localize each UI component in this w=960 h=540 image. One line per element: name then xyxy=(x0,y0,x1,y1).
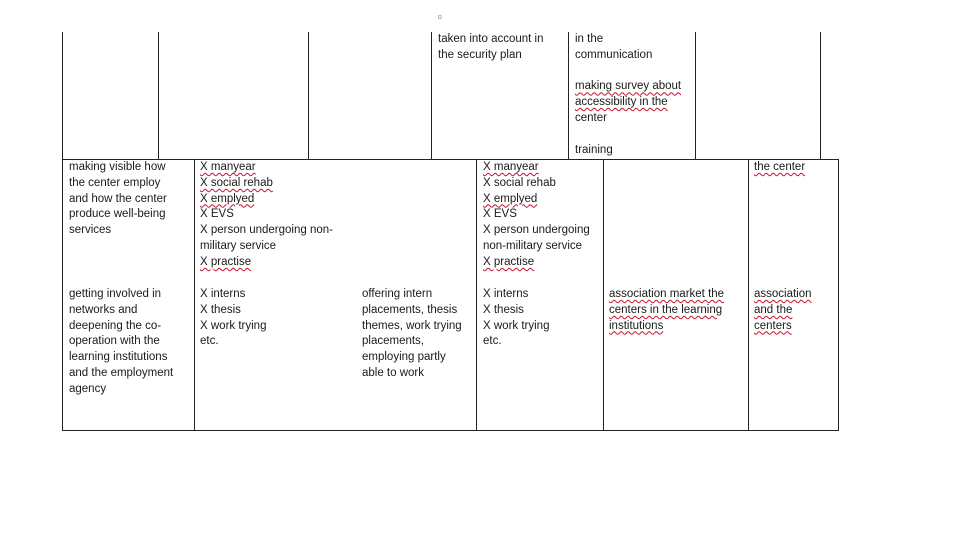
cell-line: and how the center xyxy=(69,192,167,205)
cell-line xyxy=(575,127,681,143)
cell-line: and the employment xyxy=(69,366,174,379)
cell-line: employing partly xyxy=(362,351,446,364)
cell-line: X work trying xyxy=(200,319,267,332)
cell-line: the center employ xyxy=(69,176,161,189)
main-table-col-divider-1 xyxy=(194,159,195,431)
cell-line: communication xyxy=(575,48,653,61)
cell-line: taken into account in xyxy=(438,33,544,45)
cell-line: centers xyxy=(754,319,792,332)
cell-line: institutions xyxy=(609,319,664,332)
cell-line: X emplyed xyxy=(200,192,255,205)
cell-line: etc. xyxy=(200,335,219,348)
main-table-border-right xyxy=(838,159,839,431)
row1-targets-right-cell xyxy=(483,160,590,271)
cell-line: X social rehab xyxy=(200,176,273,189)
cell-line: X EVS xyxy=(200,208,234,221)
cell-line: learning institutions xyxy=(69,351,168,364)
cell-line: making visible how xyxy=(69,161,166,173)
top-table-col-divider-5 xyxy=(695,32,696,160)
cell-line: X work trying xyxy=(483,319,550,332)
cell-line: X EVS xyxy=(483,208,517,221)
row1-targets-left-cell xyxy=(200,160,333,271)
cell-line: placements, xyxy=(362,335,425,348)
communication-cell xyxy=(575,32,681,158)
row1-label-cell xyxy=(69,160,167,239)
cell-line: offering intern xyxy=(362,288,433,300)
main-table-top-border xyxy=(62,159,839,160)
cell-line: training xyxy=(575,143,613,156)
cell-line: X person undergoing non- xyxy=(200,224,333,237)
cell-line: able to work xyxy=(362,366,425,379)
anchor-marker: ɒ xyxy=(438,14,442,21)
cell-line: centers in the learning xyxy=(609,303,723,316)
main-table-border-left xyxy=(62,159,63,431)
cell-line: the center xyxy=(754,161,806,173)
top-table-col-divider-2 xyxy=(308,32,309,160)
cell-line: operation with the xyxy=(69,335,160,348)
cell-line: X manyear xyxy=(200,161,256,173)
cell-line: making survey about xyxy=(575,80,682,93)
cell-line: and the xyxy=(754,303,793,316)
security-plan-cell xyxy=(438,32,544,64)
cell-line: X person undergoing xyxy=(483,224,590,237)
cell-line: produce well-being xyxy=(69,208,166,221)
top-table-border-right xyxy=(820,32,821,160)
cell-line: center xyxy=(575,111,607,124)
cell-line: in the xyxy=(575,33,604,45)
cell-line: association xyxy=(754,288,812,300)
cell-line: X thesis xyxy=(483,303,524,316)
row2-targets-left-cell xyxy=(200,287,266,350)
main-table-col-divider-4 xyxy=(748,159,749,431)
top-table-border-left xyxy=(62,32,63,160)
cell-line: services xyxy=(69,224,112,237)
row1-center-cell xyxy=(754,160,805,176)
cell-line: X interns xyxy=(200,288,246,300)
cell-line: agency xyxy=(69,382,107,395)
cell-line: association market the xyxy=(609,288,725,300)
main-table-bottom-border xyxy=(62,430,839,431)
cell-line: the security plan xyxy=(438,48,522,61)
cell-line: networks and xyxy=(69,303,138,316)
top-table-col-divider-4 xyxy=(568,32,569,160)
row2-offering-cell xyxy=(362,287,462,382)
cell-line xyxy=(575,64,681,80)
cell-line: X social rehab xyxy=(483,176,556,189)
main-table-col-divider-3 xyxy=(603,159,604,431)
row2-targets-right-cell xyxy=(483,287,549,350)
row2-association-centers-cell xyxy=(754,287,812,334)
cell-line: X practise xyxy=(483,255,535,268)
row2-association-market-cell xyxy=(609,287,724,334)
cell-line: X thesis xyxy=(200,303,241,316)
main-table-col-divider-2 xyxy=(476,159,477,431)
cell-line: X interns xyxy=(483,288,529,300)
cell-line: deepening the co- xyxy=(69,319,162,332)
row2-label-cell xyxy=(69,287,173,398)
cell-line: themes, work trying xyxy=(362,319,462,332)
cell-line: X practise xyxy=(200,255,252,268)
cell-line: getting involved in xyxy=(69,288,162,300)
top-table-col-divider-3 xyxy=(431,32,432,160)
cell-line: etc. xyxy=(483,335,502,348)
top-table-col-divider-1 xyxy=(158,32,159,160)
cell-line: non-military service xyxy=(483,239,583,252)
cell-line: military service xyxy=(200,239,277,252)
cell-line: placements, thesis xyxy=(362,303,458,316)
cell-line: accessibility in the xyxy=(575,96,668,109)
cell-line: X manyear xyxy=(483,161,539,173)
cell-line: X emplyed xyxy=(483,192,538,205)
